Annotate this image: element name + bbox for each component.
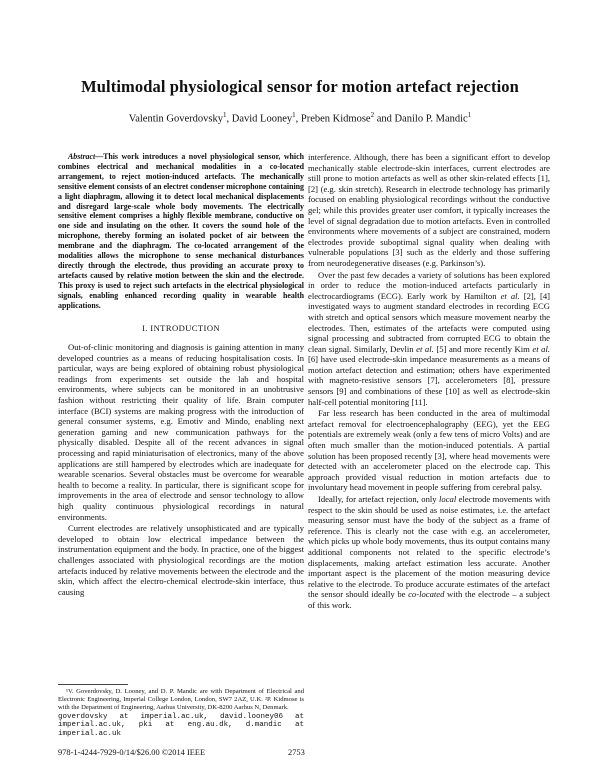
paragraph-text: Ideally, for artefact rejection, only [318, 494, 440, 504]
paragraph [308, 494, 550, 611]
footnote [58, 688, 304, 738]
author-affiliation-mark: 1 [223, 111, 227, 119]
paragraph: Far less research has been conducted in the area of multimodal artefact removal for electroencephalography (EEG), yet the EEG potentials are extremely weak (only a few tens of micro Volts) and are often much smaller than the motion-induced potentials. A partial solution has been proposed recently [3], where head movements were detected with an accelerometer placed on the electrode cap. This approach provided visual reduction in motion artefacts due to involuntary head movement in people suffering from cerebral palsy. [308, 408, 550, 493]
author-separator: , [226, 113, 232, 125]
footnote-emails: goverdovsky at imperial.ac.uk, david.looney06 at imperial.ac.uk, pki at eng.au.dk, d.mandic at imperial.ac.uk [58, 712, 304, 738]
author-separator: , [295, 113, 301, 125]
paragraph-text: [6] have used electrode-skin impedance measurements as a means of motion artefact detection and estimation; others have experimented with magneto-resistive sensors [7], accelerometers [8], pressure sensors [9] and combinations of these [10] as well as electrode-skin half-cell potential monitoring [11]. [308, 354, 550, 407]
author-name: Preben Kidmose [300, 113, 371, 125]
page-number: 2753 [288, 748, 305, 757]
author-separator: and [374, 113, 395, 125]
author-affiliation-mark: 2 [370, 111, 375, 119]
right-column [308, 152, 550, 611]
author-name: Valentin Goverdovsky [128, 113, 223, 125]
paragraph-text: electrode movements with respect to the skin should be used as noise estimates, i.e. the artefact measuring sensor must have the body of the subject as a frame of reference. This is clearly not the case with e.g. an accelerometer, which picks up whole body movements, thus its output contains many additional components not related to the specific electrode’s displacements, making artefact estimation less accurate. Another important aspect is the placement of the motion measuring device relative to the electrode. To produce accurate estimates of the artefact the sensor should ideally be [308, 494, 550, 600]
footnote-divider [58, 684, 128, 685]
paragraph-text: [5] and more recently Kim [433, 343, 533, 354]
paragraph [308, 270, 550, 408]
isbn-copyright: 978-1-4244-7929-0/14/$26.00 ©2014 IEEE [58, 748, 206, 757]
italic-text: et al. [416, 343, 434, 354]
paper-title: Multimodal physiological sensor for motion artefact rejection [81, 77, 519, 96]
author-affiliation-mark: 1 [292, 111, 296, 119]
author-affiliation-mark: 1 [467, 111, 472, 119]
section-heading: I. INTRODUCTION [141, 322, 221, 333]
author-name: David Looney [231, 113, 293, 125]
abstract-lead: Abstract [68, 152, 96, 161]
paragraph: Current electrodes are relatively unsophisticated and are typically developed to obtain low electrical impedance between the instrumentation equipment and the body. In practice, one of the biggest challenges associated with physiological recordings are the motion artefacts induced by relative movements between the electrode and the skin, which affect the electro-chemical electrode-skin interface, thus causing [58, 523, 304, 597]
abstract-text: —This work introduces a novel physiological sensor, which combines electrical and mechanical modalities in a co-located arrangement, to reject motion-induced artefacts. The mechanically sensitive element consists of an electret condenser microphone containing a light diaphragm, allowing it to detect local mechanical displacements and disregard large-scale whole body movements. The electrically sensitive element comprises a highly flexible membrane, conductive on one side and insulating on the other. It covers the sound hole of the microphone, thereby forming an isolated pocket of air between the membrane and the diaphragm. The co-located arrangement of the modalities allows the microphone to sense mechanical disturbances directly through the electrode, thus providing an accurate proxy to artefacts caused by relative motion between the skin and the electrode. This proxy is used to reject such artefacts in the electrical physiological signals, enabling enhanced recording quality in wearable health applications. [58, 152, 304, 310]
paragraph-text: Over the past few decades a variety of solutions has been explored in order to reduce the motion-induced artefacts particularly in electrocardiograms (ECG). Early work by Hamilton [308, 269, 550, 301]
italic-text: co-located [408, 589, 445, 600]
paragraph: interference. Although, there has been a significant effort to develop mechanically stable electrode-skin interfaces, current electrodes are still prone to motion artefacts as well as other skin-related effects [1], [2] (e.g. skin stretch). Research in electrode technology has primarily focused on enabling physiological recordings without the conductive gel; while this provides greater user comfort, it typically increases the level of signal degradation due to motion artefacts. Even in controlled environments where movements of a subject are constrained, modern electrodes provide suboptimal signal quality when dealing with vulnerable populations [3] such as the elderly and those suffering from neurodegenerative diseases (e.g. Parkinson’s). [308, 152, 550, 268]
abstract [58, 152, 304, 311]
italic-text: local [439, 494, 457, 504]
author-name: Danilo P. Mandic [394, 113, 468, 125]
paragraph-text: [2], [4] investigated ways to augment standard electrodes in recording ECG with stretch and optical sensors which measure movement nearby the electrodes. Then, estimates of the artefacts were computed using signal processing and subtracted from corrupted ECG to obtain the clean signal. Similarly, Devlin [308, 290, 550, 354]
author-line [0, 111, 600, 125]
footnote-affiliations: ¹V. Goverdovsky, D. Looney, and D. P. Mandic are with Department of Electrical and Electronic Engineering, Imperial College London, London, SW7 2AZ, U.K. ²P. Kidmose is with the Department of Engineering, Aarhus University, DK-8200 Aarhus N, Denmark. [58, 688, 304, 712]
italic-text: et al. [532, 343, 551, 354]
paragraph-text: with the electrode – a subject of this work. [308, 589, 550, 610]
italic-text: et al. [500, 290, 520, 301]
paragraph: Out-of-clinic monitoring and diagnosis is gaining attention in many developed countries as a means of reducing hospitalisation costs. In particular, ways are being explored of obtaining robust physiological readings from experiments set outside the lab and hospital environments, where subjects can be monitored in an unobtrusive fashion without restricting their quality of life. Brain computer interface (BCI) systems are making progress with the introduction of general consumer systems, e.g. Emotiv and Mindo, enabling next generation gaming and new communication pathways for the physically disabled. Despite all of the recent advances in signal processing and rapid miniaturisation of electronics, many of the above applications are still hampered by electrodes which are inadequate for wearable scenarios. Several obstacles must be overcome for wearable health to become a reality. In particular, there is significant scope for improvements in the area of electrode and sensor technology to allow high quality continuous physiological recordings in natural environments. [58, 342, 304, 522]
left-column [58, 152, 304, 597]
